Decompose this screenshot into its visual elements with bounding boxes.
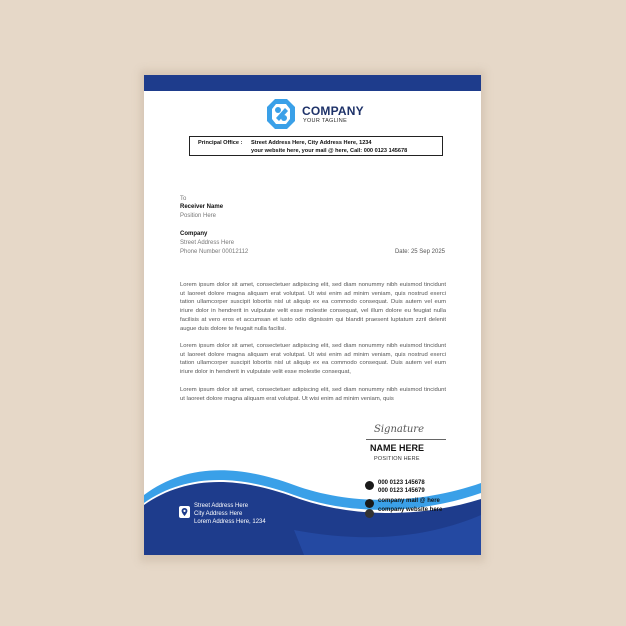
receiver-position: Position Here xyxy=(180,213,217,219)
letter-date: Date: 25 Sep 2025 xyxy=(394,249,445,255)
signature-script: Signature xyxy=(374,424,425,435)
company-name: COMPANY xyxy=(302,104,364,118)
footer-address-1: Street Address Here xyxy=(194,503,249,509)
footer-phone-1: 000 0123 145678 xyxy=(378,480,425,486)
footer-address-2: City Address Here xyxy=(194,511,243,517)
signer-position: POSITION HERE xyxy=(374,456,420,462)
header-bar xyxy=(144,75,481,91)
location-pin-icon xyxy=(179,506,190,518)
footer-mail: company mail @ here xyxy=(378,498,440,504)
signature-line xyxy=(366,439,446,440)
principal-office-box xyxy=(189,136,443,156)
mail-icon xyxy=(365,499,374,508)
phone-icon xyxy=(365,481,374,490)
receiver-name: Receiver Name xyxy=(180,204,224,210)
body-paragraph-3: Lorem ipsum dolor sit amet, consectetuer adipiscing elit, sed diam nonummy nibh euismod tincidunt ut laoreet dolore magna aliquam erat volutpat. Ut wisi enim ad minim veniam, quis xyxy=(180,387,446,402)
footer-address-3: Lorem Address Here, 1234 xyxy=(194,519,266,525)
receiver-company: Company xyxy=(180,231,208,237)
body-paragraph-1: Lorem ipsum dolor sit amet, consectetuer adipiscing elit, sed diam nonummy nibh euismod tincidunt ut laoreet dolore magna aliquam erat volutpat. Ut wisi enim ad minim veniam, quis nostrud exerci tation ullamcorper suscipit lobortis nisl ut aliquip ex ea commodo consequat. Duis autem vel eum iriure dolor in hendrerit in vulputate velit esse molestie consequat, vel illum dolore eu feugiat nulla facilisis at vero eros et accumsan et iusto odio dignissim qui blandit praesent luptatum zzril delenit augue duis dolore te feugait nulla facilisi. xyxy=(180,282,446,332)
body-paragraph-2: Lorem ipsum dolor sit amet, consectetuer adipiscing elit, sed diam nonummy nibh euismod tincidunt ut laoreet dolore magna aliquam erat volutpat. Ut wisi enim ad minim veniam, quis nostrud exerci tation ullamcorper suscipit lobortis nisl ut aliquip ex ea commodo consequat. Duis autem vel eum iriure dolor in hendrerit in vulputate velit esse molestie consequat, xyxy=(180,343,446,376)
letterhead-page xyxy=(144,75,481,555)
globe-icon xyxy=(365,509,374,518)
receiver-phone: Phone Number 00012112 xyxy=(180,249,249,255)
signer-name: NAME HERE xyxy=(370,443,425,453)
footer-website: company website here xyxy=(378,507,443,513)
office-address: Street Address Here, City Address Here, 1234 xyxy=(251,140,372,146)
footer-phone-2: 000 0123 145679 xyxy=(378,488,425,494)
receiver-street: Street Address Here xyxy=(180,240,235,246)
office-label: Principal Office : xyxy=(198,140,243,146)
office-contact: your website here, your mail @ here, Call: 000 0123 145678 xyxy=(251,148,408,154)
to-label: To xyxy=(180,196,187,202)
logo-icon xyxy=(266,98,296,130)
company-tagline: YOUR TAGLINE xyxy=(303,118,348,124)
